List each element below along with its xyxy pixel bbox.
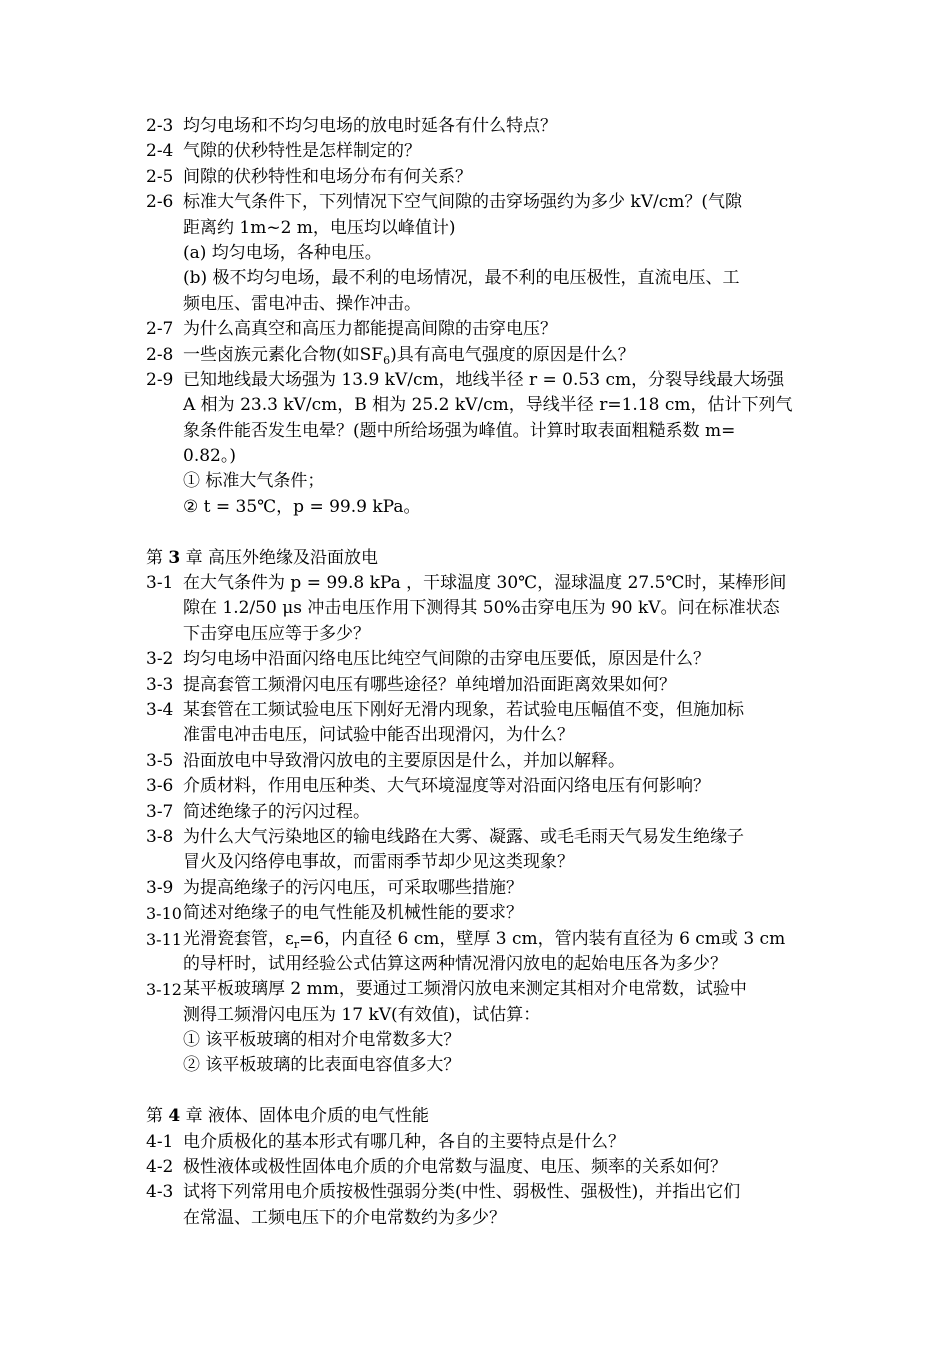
question-number: 4-3: [146, 1182, 174, 1203]
question-4-2: [146, 1155, 814, 1180]
chapter-3-heading: [146, 546, 814, 571]
question-4-3-cont: 在常温、工频电压下的介电常数约为多少？: [183, 1207, 506, 1228]
question-text: 为什么高真空和高压力都能提高间隙的击穿电压？: [183, 319, 557, 340]
question-number: 3-8: [146, 826, 174, 847]
question-2-6-option-a: (a) 均匀电场，各种电压。: [183, 242, 382, 263]
question-3-10: [146, 901, 814, 926]
question-number: 3-4: [146, 699, 174, 720]
question-text: [183, 927, 785, 952]
question-text: 已知地线最大场强为 13.9 kV/cm，地线半径 r = 0.53 cm，分裂导线最大场强: [183, 369, 785, 390]
question-3-7: [146, 800, 814, 825]
question-text: 间隙的伏秒特性和电场分布有何关系？: [183, 166, 472, 187]
question-number: 2-8: [146, 344, 174, 365]
text-post: =6，内直径 6 cm，壁厚 3 cm，管内装有直径为 6 cm或 3 cm: [299, 928, 786, 949]
question-number: 2-5: [146, 166, 174, 187]
question-2-5: [146, 165, 814, 190]
question-3-1: [146, 571, 814, 596]
question-number: 3-5: [146, 750, 174, 771]
question-number: 4-1: [146, 1131, 174, 1152]
question-number: 3-10: [146, 904, 182, 924]
question-number: 3-11: [146, 929, 182, 949]
question-number: 2-3: [146, 116, 174, 136]
question-2-9-option-1: ① 标准大气条件；: [183, 471, 325, 492]
question-3-11-cont: 的导杆时，试用经验公式估算这两种情况滑闪放电的起始电压各为多少？: [183, 953, 727, 974]
question-text: 沿面放电中导致滑闪放电的主要原因是什么，并加以解释。: [183, 750, 625, 771]
question-3-9: [146, 876, 814, 901]
question-3-5: [146, 749, 814, 774]
question-3-6: [146, 774, 814, 799]
question-number: 3-6: [146, 776, 174, 797]
question-text: 介质材料，作用电压种类、大气环境湿度等对沿面闪络电压有何影响？: [183, 776, 710, 797]
text-pre: 光滑瓷套管，ε: [183, 928, 294, 949]
question-number: 3-3: [146, 674, 174, 695]
document-page: [146, 114, 814, 1231]
question-4-3: [146, 1180, 814, 1205]
question-2-4: [146, 139, 814, 164]
question-number: 2-7: [146, 319, 174, 340]
question-2-8: [146, 343, 814, 368]
question-3-4: [146, 698, 814, 723]
question-2-6-cont: 距离约 1m~2 m，电压均以峰值计): [183, 217, 456, 238]
question-number: 3-7: [146, 801, 174, 822]
question-text: 简述绝缘子的污闪过程。: [183, 801, 370, 822]
question-2-3: [146, 114, 814, 139]
question-text: 标准大气条件下，下列情况下空气间隙的击穿场强约为多少 kV/cm？(气隙: [183, 192, 742, 213]
heading-title: 章 液体、固体电介质的电气性能: [180, 1106, 430, 1127]
question-number: 3-1: [146, 573, 174, 594]
text-post: )具有高电气强度的原因是什么？: [390, 344, 635, 365]
question-2-9-cont: 0.82。): [183, 446, 236, 467]
question-3-1-cont: 隙在 1.2/50 μs 冲击电压作用下测得其 50%击穿电压为 90 kV。问在标准状态: [183, 598, 780, 619]
question-2-9: [146, 368, 814, 393]
question-3-4-cont: 准雷电冲击电压，问试验中能否出现滑闪，为什么？: [183, 725, 574, 746]
question-text: 为什么大气污染地区的输电线路在大雾、凝露、或毛毛雨天气易发生绝缘子: [183, 826, 744, 847]
spacer: [146, 1079, 814, 1104]
text-pre: 一些卤族元素化合物(如SF: [183, 344, 384, 365]
question-text: 某平板玻璃厚 2 mm，要通过工频滑闪放电来测定其相对介电常数，试验中: [183, 979, 747, 1000]
question-number: 2-6: [146, 192, 174, 213]
question-number: 3-12: [146, 980, 182, 1000]
question-4-1: [146, 1130, 814, 1155]
question-3-11: [146, 927, 814, 952]
question-number: 2-9: [146, 369, 174, 390]
question-3-8-cont: 冒火及闪络停电事故，而雷雨季节却少见这类现象？: [183, 852, 574, 873]
question-text: 某套管在工频试验电压下刚好无滑内现象，若试验电压幅值不变，但施加标: [183, 699, 744, 720]
question-text: 提高套管工频滑闪电压有哪些途径？单纯增加沿面距离效果如何？: [183, 674, 676, 695]
question-3-1-cont: 下击穿电压应等于多少？: [183, 623, 370, 644]
subscript: r: [293, 937, 300, 951]
question-text: [183, 343, 635, 368]
question-number: 4-2: [146, 1157, 174, 1178]
question-2-9-cont: A 相为 23.3 kV/cm，B 相为 25.2 kV/cm，导线半径 r=1.18 cm，估计下列气: [183, 395, 793, 416]
question-3-3: [146, 673, 814, 698]
question-text: 在大气条件为 p = 99.8 kPa ，干球温度 30℃，湿球温度 27.5℃时，某棒形间: [183, 573, 787, 594]
chapter-number: 4: [168, 1106, 181, 1127]
question-2-7: [146, 317, 814, 342]
question-number: 2-4: [146, 141, 174, 162]
question-text: 为提高绝缘子的污闪电压，可采取哪些措施？: [183, 877, 523, 898]
question-text: 均匀电场中沿面闪络电压比纯空气间隙的击穿电压要低，原因是什么？: [183, 649, 710, 670]
question-3-12-cont: 测得工频滑闪电压为 17 kV(有效值)，试估算：: [183, 1004, 541, 1025]
question-text: 简述对绝缘子的电气性能及机械性能的要求？: [183, 903, 523, 924]
question-3-12-option-1: ① 该平板玻璃的相对介电常数多大？: [183, 1030, 461, 1051]
question-text: 试将下列常用电介质按极性强弱分类(中性、弱极性、强极性)，并指出它们: [183, 1182, 741, 1203]
question-3-8: [146, 825, 814, 850]
question-text: 电介质极化的基本形式有哪几种，各自的主要特点是什么？: [183, 1131, 625, 1152]
heading-pre: 第: [146, 547, 169, 568]
question-number: 3-9: [146, 877, 174, 898]
question-text: 极性液体或极性固体电介质的介电常数与温度、电压、频率的关系如何？: [183, 1157, 727, 1178]
spacer: [146, 520, 814, 545]
question-2-6: [146, 190, 814, 215]
question-3-12: [146, 977, 814, 1002]
question-2-6-option-b-cont: 频电压、雷电冲击、操作冲击。: [183, 293, 421, 314]
question-2-9-option-2: ② t = 35℃，p = 99.9 kPa。: [183, 496, 421, 517]
chapter-number: 3: [168, 547, 181, 568]
heading-pre: 第: [146, 1106, 169, 1127]
question-3-12-option-2: ② 该平板玻璃的比表面电容值多大？: [183, 1055, 461, 1076]
question-3-2: [146, 647, 814, 672]
question-number: 3-2: [146, 649, 174, 670]
question-text: 气隙的伏秒特性是怎样制定的？: [183, 141, 421, 162]
question-2-6-option-b: (b) 极不均匀电场，最不利的电场情况，最不利的电压极性，直流电压、工: [183, 268, 740, 289]
question-text: 均匀电场和不均匀电场的放电时延各有什么特点？: [183, 116, 557, 136]
heading-title: 章 高压外绝缘及沿面放电: [180, 547, 379, 568]
question-2-9-cont: 象条件能否发生电晕？(题中所给场强为峰值。计算时取表面粗糙系数 m=: [183, 420, 736, 441]
chapter-4-heading: [146, 1104, 814, 1129]
subscript: 6: [383, 353, 391, 367]
